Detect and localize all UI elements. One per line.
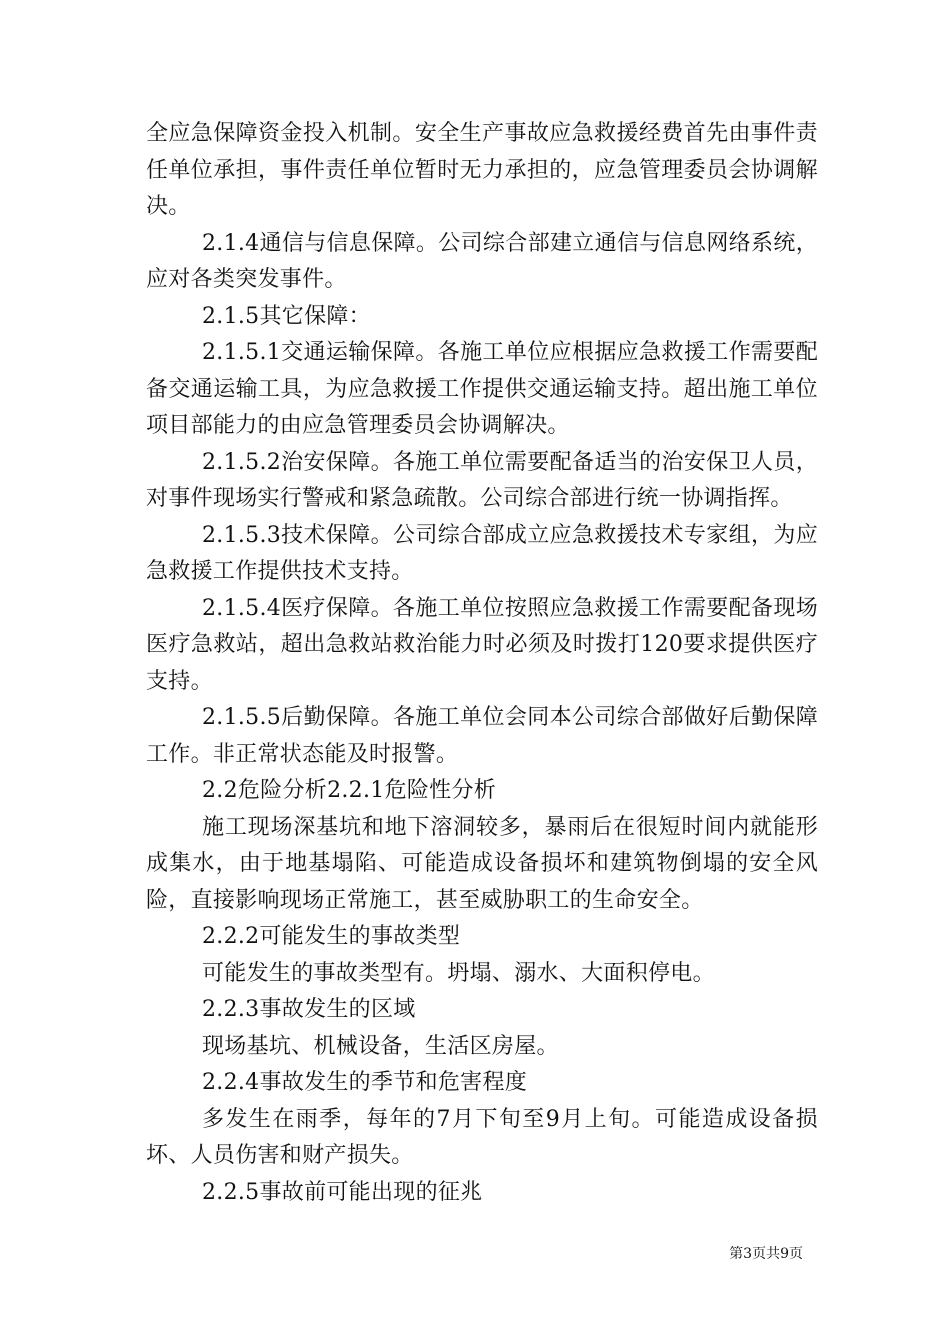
paragraph: 2.1.5.5后勤保障。各施工单位会同本公司综合部做好后勤保障工作。非正常状态能及时报警。 — [146, 705, 818, 767]
paragraph: 可能发生的事故类型有。坍塌、溺水、大面积停电。 — [202, 960, 715, 986]
section-heading: 2.2.2可能发生的事故类型 — [202, 924, 461, 949]
paragraph: 多发生在雨季，每年的7月下旬至9月上旬。可能造成设备损坏、人员伤害和财产损失。 — [146, 1106, 818, 1168]
paragraph: 2.1.5.1交通运输保障。各施工单位应根据应急救援工作需要配备交通运输工具，为应急救援工作提供交通运输支持。超出施工单位项目部能力的由应急管理委员会协调解决。 — [146, 340, 818, 438]
paragraph: 2.1.5.2治安保障。各施工单位需要配备适当的治安保卫人员，对事件现场实行警戒和紧急疏散。公司综合部进行统一协调指挥。 — [146, 449, 818, 511]
paragraph: 全应急保障资金投入机制。安全生产事故应急救援经费首先由事件责任单位承担，事件责任单位暂时无力承担的，应急管理委员会协调解决。 — [146, 121, 818, 219]
paragraph: 2.1.5.3技术保障。公司综合部成立应急救援技术专家组，为应急救援工作提供技术支持。 — [146, 522, 818, 584]
paragraph: 2.1.4通信与信息保障。公司综合部建立通信与信息网络系统，应对各类突发事件。 — [146, 230, 818, 292]
paragraph: 2.1.5.4医疗保障。各施工单位按照应急救援工作需要配备现场医疗急救站，超出急救站救治能力时必须及时拨打120要求提供医疗支持。 — [146, 595, 818, 694]
section-heading: 2.2危险分析2.2.1危险性分析 — [202, 778, 497, 803]
paragraph: 2.1.5其它保障： — [202, 303, 371, 329]
section-heading: 2.2.3事故发生的区域 — [202, 997, 416, 1022]
section-heading: 2.2.5事故前可能出现的征兆 — [202, 1179, 483, 1205]
section-heading: 2.2.4事故发生的季节和危害程度 — [202, 1070, 528, 1095]
page-number: 第3页共9页 — [729, 1246, 803, 1262]
paragraph: 现场基坑、机械设备，生活区房屋。 — [202, 1033, 559, 1059]
document-body — [146, 116, 818, 1211]
paragraph: 施工现场深基坑和地下溶洞较多，暴雨后在很短时间内就能形成集水，由于地基塌陷、可能造成设备损坏和建筑物倒塌的安全风险，直接影响现场正常施工，甚至威胁职工的生命安全。 — [146, 814, 818, 913]
